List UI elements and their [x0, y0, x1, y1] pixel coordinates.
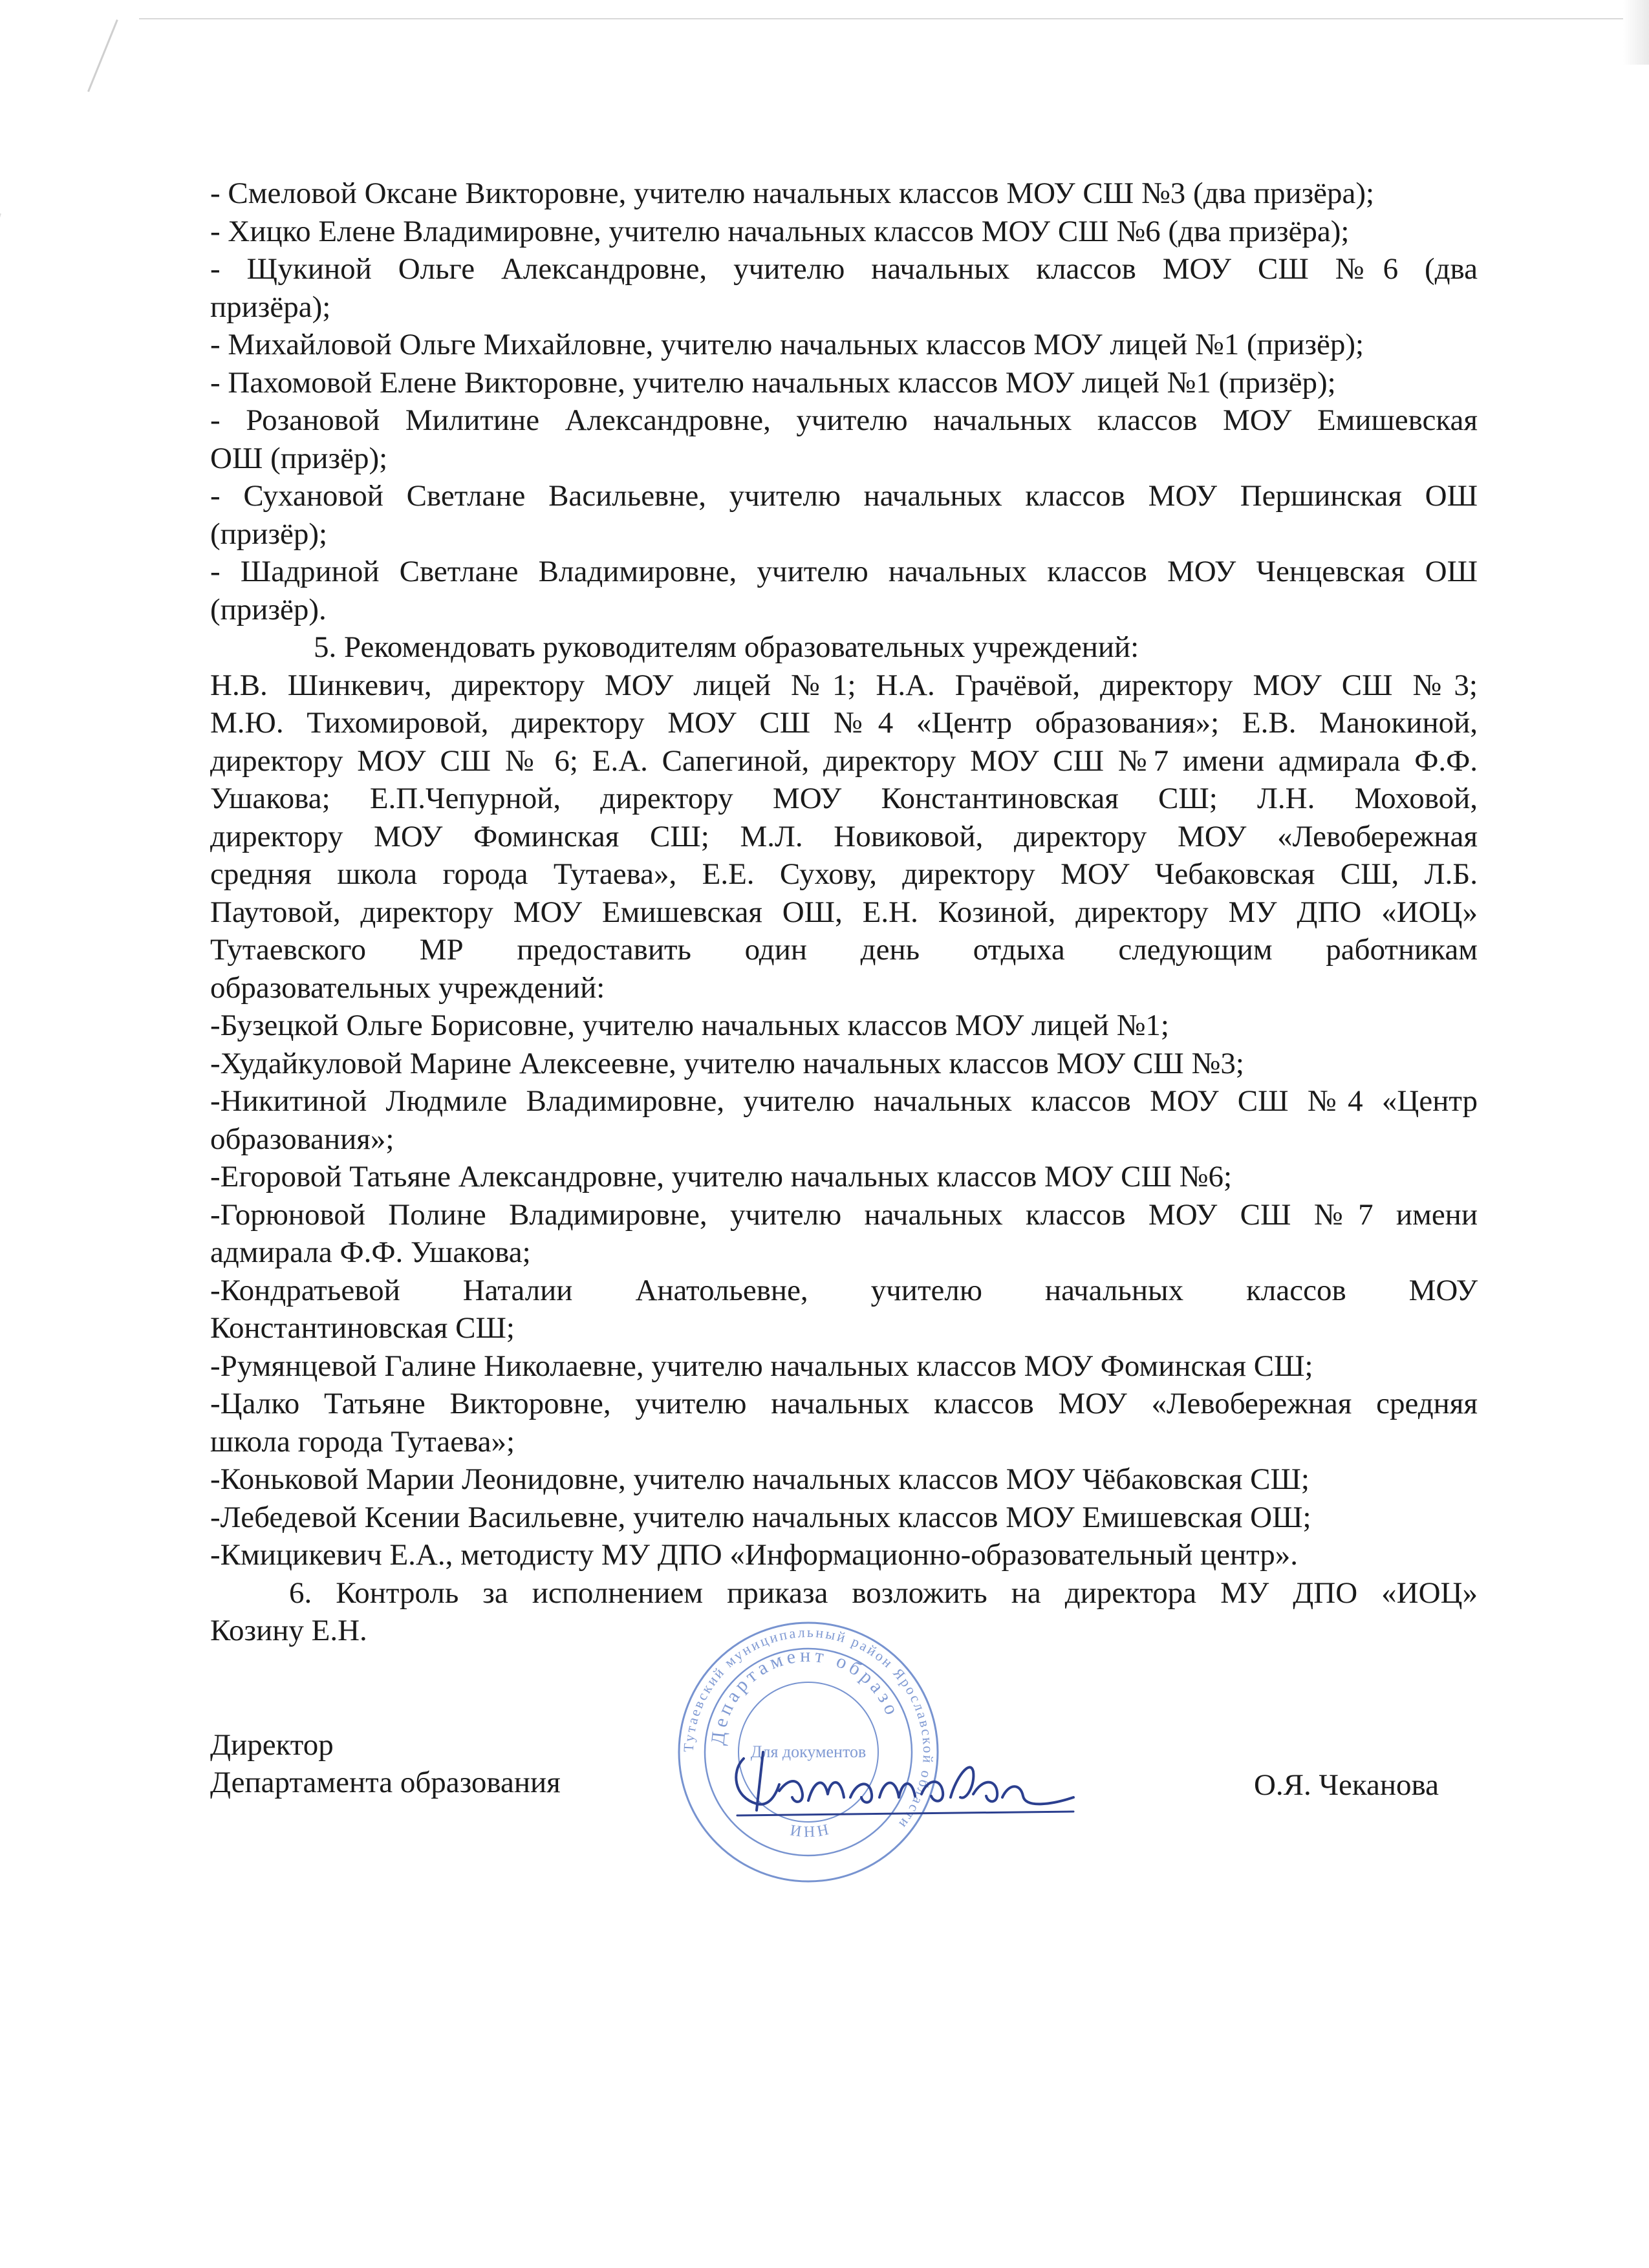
- list-item-continuation: адмирала Ф.Ф. Ушакова;: [210, 1236, 531, 1269]
- list-item: -Румянцевой Галине Николаевне, учителю начальных классов МОУ Фоминская СШ;: [210, 1349, 1313, 1383]
- paragraph-line: Паутовой, директору МОУ Емишевская ОШ, Е.Н. Козиной, директору МУ ДПО «ИОЦ»: [210, 895, 1478, 929]
- list-item: -Кондратьевой Наталии Анатольевне, учителю начальных классов МОУ: [210, 1273, 1478, 1307]
- paragraph-line: директору МОУ Фоминская СШ; М.Л. Новиковой, директору МОУ «Левобережная: [210, 819, 1478, 853]
- list-item: - Пахомовой Елене Викторовне, учителю начальных классов МОУ лицей №1 (призёр);: [210, 365, 1336, 400]
- list-item: -Бузецкой Ольге Борисовне, учителю начальных классов МОУ лицей №1;: [210, 1009, 1169, 1042]
- document-body: [210, 175, 1478, 1650]
- list-item: - Сухановой Светлане Васильевне, учителю начальных классов МОУ Першинская ОШ: [210, 479, 1478, 513]
- list-item: - Шадриной Светлане Владимировне, учителю начальных классов МОУ Ченцевская ОШ: [210, 555, 1478, 588]
- list-item: - Хицко Елене Владимировне, учителю начальных классов МОУ СШ №6 (два призёра);: [210, 214, 1350, 248]
- position-line-1: Директор: [210, 1728, 334, 1762]
- list-item: -Коньковой Марии Леонидовне, учителю начальных классов МОУ Чёбаковская СШ;: [210, 1462, 1310, 1496]
- list-item-continuation: ОШ (призёр);: [210, 441, 388, 475]
- list-item: -Никитиной Людмиле Владимировне, учителю начальных классов МОУ СШ №4 «Центр: [210, 1084, 1478, 1118]
- position-line-2: Департамента образования: [210, 1766, 561, 1799]
- scan-corner-shadow: [1623, 0, 1649, 65]
- list-item: - Смеловой Оксане Викторовне, учителю начальных классов МОУ СШ №3 (два призёра);: [210, 177, 1375, 210]
- list-item-continuation: образования»;: [210, 1122, 394, 1156]
- paragraph-line: образовательных учреждений:: [210, 970, 605, 1005]
- list-item: -Егоровой Татьяне Александровне, учителю начальных классов МОУ СШ №6;: [210, 1160, 1233, 1193]
- scan-edge-top: [139, 18, 1649, 19]
- paragraph-line: средняя школа города Тутаева», Е.Е. Сухову, директору МОУ Чебаковская СШ, Л.Б.: [210, 857, 1478, 891]
- stamp-bottom-text: ИНН: [789, 1821, 834, 1841]
- signatory-position: [210, 1726, 561, 1801]
- scan-edge-left: [87, 19, 118, 92]
- list-item-continuation: Константиновская СШ;: [210, 1311, 515, 1345]
- list-item: -Худайкуловой Марине Алексеевне, учителю начальных классов МОУ СШ №3;: [210, 1046, 1244, 1080]
- stamp-ring-text: Тутаевский муниципальный район Ярославской области: [680, 1623, 937, 1834]
- list-item: - Михайловой Ольге Михайловне, учителю начальных классов МОУ лицей №1 (призёр);: [210, 328, 1364, 361]
- stamp-center-text: Для документов: [750, 1742, 867, 1761]
- paragraph-line: Ушакова; Е.П.Чепурной, директору МОУ Константиновская СШ; Л.Н. Моховой,: [210, 782, 1478, 815]
- list-item: -Лебедевой Ксении Васильевне, учителю начальных классов МОУ Емишевская ОШ;: [210, 1500, 1311, 1534]
- signature-block: [210, 1713, 1478, 1817]
- list-item: -Горюновой Полине Владимировне, учителю начальных классов МОУ СШ №7 имени: [210, 1197, 1478, 1232]
- list-item-continuation: школа города Тутаева»;: [210, 1424, 515, 1459]
- list-item-continuation: (призёр);: [210, 517, 328, 551]
- list-item: -Кмицикевич Е.А., методисту МУ ДПО «Информационно-образовательный центр».: [210, 1538, 1298, 1572]
- stamp-top-text: Департамент образо: [707, 1644, 904, 1746]
- list-item-continuation: (призёр).: [210, 592, 327, 626]
- signatory-name: О.Я. Чеканова: [1253, 1768, 1439, 1802]
- paragraph-line: Козину Е.Н.: [210, 1614, 367, 1647]
- scan-edge-left-lower: [0, 213, 1, 349]
- paragraph-line: Тутаевского МР предоставить один день отдыха следующим работникам: [210, 933, 1478, 967]
- paragraph-line: Н.В. Шинкевич, директору МОУ лицей №1; Н.А. Грачёвой, директору МОУ СШ №3;: [210, 668, 1478, 702]
- list-item-continuation: призёра);: [210, 290, 331, 324]
- list-item: - Щукиной Ольге Александровне, учителю начальных классов МОУ СШ №6 (два: [210, 252, 1478, 286]
- section-heading-6: 6. Контроль за исполнением приказа возложить на директора МУ ДПО «ИОЦ»: [289, 1576, 1478, 1610]
- list-item: -Цалко Татьяне Викторовне, учителю начальных классов МОУ «Левобережная средняя: [210, 1387, 1478, 1420]
- paragraph-line: директору МОУ СШ № 6; Е.А. Сапегиной, директору МОУ СШ №7 имени адмирала Ф.Ф.: [210, 744, 1478, 778]
- paragraph-line: М.Ю. Тихомировой, директору МОУ СШ №4 «Центр образования»; Е.В. Манокиной,: [210, 706, 1478, 740]
- section-heading-5: 5. Рекомендовать руководителям образовательных учреждений:: [314, 630, 1139, 664]
- list-item: - Розановой Милитине Александровне, учителю начальных классов МОУ Емишевская: [210, 403, 1478, 437]
